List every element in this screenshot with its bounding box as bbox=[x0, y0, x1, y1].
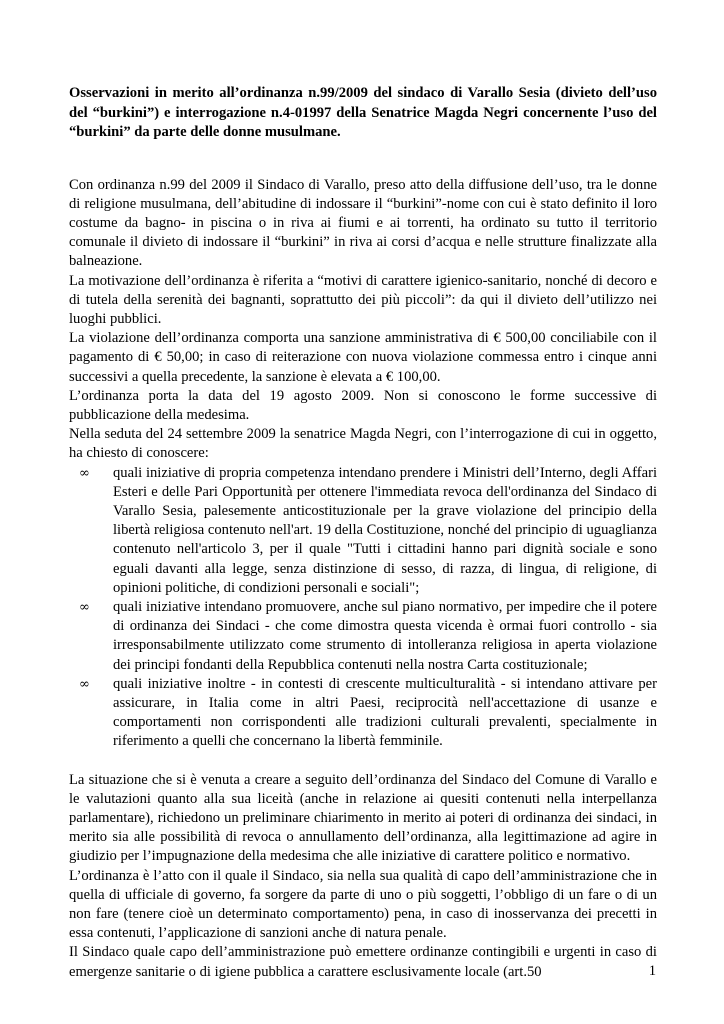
document-body bbox=[69, 176, 657, 982]
paragraph-situazione: La situazione che si è venuta a creare a seguito dell’ordinanza del Sindaco del Comune di Varallo e le valutazioni quanto alla sua liceità (anche in relazione ai quesiti contenuti nella interpellanza parlamentare), richiedono un preliminare chiarimento in merito ai poteri di ordinanza dei sindaci, in merito sia alle possibilità di revoca o annullamento dell’ordinanza, alla legittimazione ad agire in giudizio per l’impugnazione della medesima che alle iniziative di carattere politico e normativo. bbox=[69, 771, 657, 865]
paragraph-atto-sindaco: L’ordinanza è l’atto con il quale il Sindaco, sia nella sua qualità di capo dell’amministrazione che in quella di ufficiale di governo, fa sorgere da parte di uno o più soggetti, l’obbligo di un fare o di un non fare (tenere cioè un determinato comportamento) pena, in caso di inosservanza dei precetti in essa contenuti, l’applicazione di sanzioni anche di natura penale. bbox=[69, 867, 657, 942]
list-item-text: quali iniziative di propria competenza intendano prendere i Ministri dell’Interno, degli Affari Esteri e delle Pari Opportunità per ottenere l'immediata revoca dell'ordinanza del Sindaco di Varallo Sesia, palesemente anticostituzionale per la grave violazione del principio della libertà religiosa contenuto nell'art. 19 della Costituzione, nonché del principio di uguaglianza contenuto nell'articolo 3, per il quale "Tutti i cittadini hanno pari dignità sociale e sono eguali davanti alla legge, senza distinzione di sesso, di razza, di lingua, di religione, di opinioni politiche, di condizioni personali e sociali"; bbox=[113, 464, 657, 596]
paragraph-violazione: La violazione dell’ordinanza comporta una sanzione amministrativa di € 500,00 conciliabile con il pagamento di € 50,00; in caso di reiterazione con nuova violazione commessa entro i cinque anni successivi a quella precedente, la sanzione è elevata a € 100,00. bbox=[69, 330, 657, 385]
document-page bbox=[69, 84, 657, 982]
paragraph-data: L’ordinanza porta la data del 19 agosto 2009. Non si conoscono le forme successive di pubblicazione della medesima. bbox=[69, 387, 657, 423]
paragraph-ordinanza: Con ordinanza n.99 del 2009 il Sindaco di Varallo, preso atto della diffusione dell’uso, tra le donne di religione musulmana, dell’abitudine di indossare il “burkini”-nome con cui è stato definito il loro costume da bagno- in piscina o in riva ai fiumi e ai torrenti, ha ordinato su tutto il territorio comunale il divieto di indossare il “burkini” in riva ai corsi d’acqua e nelle strutture finalizzate alla balneazione. bbox=[69, 176, 657, 270]
document-title: Osservazioni in merito all’ordinanza n.99/2009 del sindaco di Varallo Sesia (divieto dell’uso del “burkini”) e interrogazione n.4-01997 della Senatrice Magda Negri concernente l’uso del “burkini” da parte delle donne musulmane. bbox=[69, 85, 657, 140]
list-item-text: quali iniziative inoltre - in contesti di crescente multiculturalità - si intendano attivare per assicurare, in Italia come in altri Paesi, reciprocità nell'accettazione di usanze e comportamenti non corrispondenti alle tradizioni culturali prevalenti, specialmente in riferimento a quelli che concernano la libertà femminile. bbox=[113, 675, 657, 750]
paragraph-motivazione: La motivazione dell’ordinanza è riferita a “motivi di carattere igienico-sanitario, nonché di decoro e di tutela della serenità dei bagnanti, soprattutto dei più piccoli”: da qui il divieto dell’utilizzo nei luoghi pubblici. bbox=[69, 272, 657, 327]
infinity-bullet-icon: ∞ bbox=[79, 465, 90, 481]
page-number: 1 bbox=[648, 963, 656, 979]
infinity-bullet-icon: ∞ bbox=[79, 599, 90, 615]
list-item bbox=[69, 464, 657, 598]
paragraph-capo-amministrazione: Il Sindaco quale capo dell’amministrazione può emettere ordinanze contingibili e urgenti in caso di emergenze sanitarie o di igiene pubblica a carattere esclusivamente locale (art.50 bbox=[69, 944, 657, 980]
list-item bbox=[69, 598, 657, 675]
interrogazione-list bbox=[69, 464, 657, 752]
infinity-bullet-icon: ∞ bbox=[79, 676, 90, 692]
list-item bbox=[69, 675, 657, 752]
list-item-text: quali iniziative intendano promuovere, anche sul piano normativo, per impedire che il potere di ordinanza dei Sindaci - che come dimostra questa vicenda è ormai fuori controllo - sia irresponsabilmente utilizzato come strumento di intolleranza religiosa in aperta violazione dei principi fondanti della Repubblica contenuti nella nostra Carta costituzionale; bbox=[113, 598, 657, 673]
paragraph-spacer bbox=[69, 752, 657, 771]
paragraph-seduta: Nella seduta del 24 settembre 2009 la senatrice Magda Negri, con l’interrogazione di cui in oggetto, ha chiesto di conoscere: bbox=[69, 426, 657, 462]
